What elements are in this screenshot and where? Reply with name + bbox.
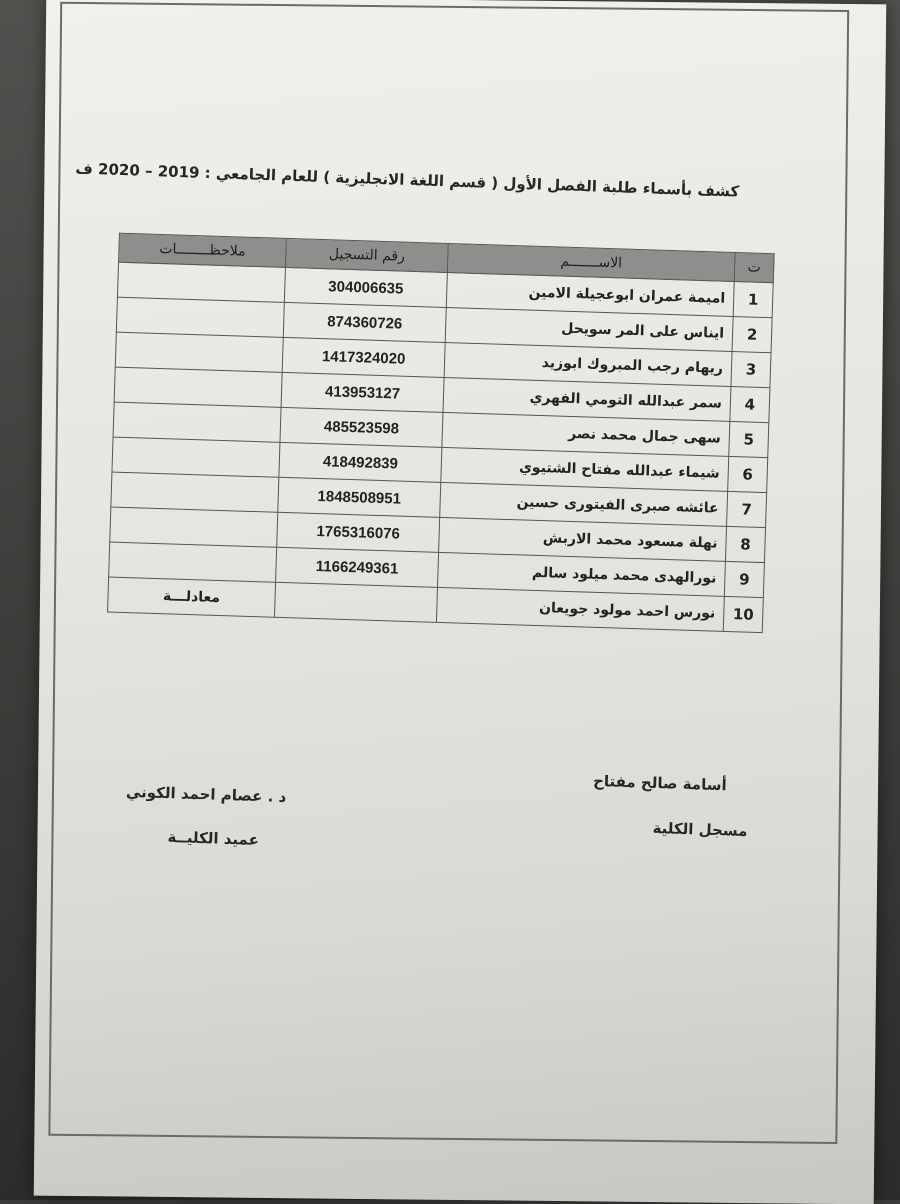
row-number: 5 [729, 421, 769, 457]
row-notes: معادلـــة [108, 577, 276, 617]
registration-number: 1166249361 [276, 547, 439, 587]
row-notes [109, 542, 277, 582]
row-number: 3 [731, 351, 771, 387]
header-registration: رقم التسجيل [285, 238, 448, 272]
row-notes [115, 332, 283, 372]
row-notes [116, 297, 284, 337]
row-notes [110, 507, 278, 547]
row-number: 2 [732, 317, 772, 353]
row-number: 7 [727, 491, 767, 527]
registration-number [274, 582, 437, 622]
row-number: 1 [733, 282, 773, 318]
registrar-name: أسامة صالح مفتاح [592, 771, 727, 795]
row-number: 9 [724, 561, 764, 597]
registration-number: 304006635 [284, 267, 447, 307]
row-notes [114, 367, 282, 407]
student-name: ريهام رجب المبروك ابوزيد [444, 342, 732, 386]
row-notes [113, 402, 281, 442]
student-name: سمر عبدالله التومي الفهري [443, 377, 731, 421]
registration-number: 1417324020 [282, 337, 445, 377]
registration-number: 1765316076 [277, 512, 440, 552]
registrar-title: مسجل الكلية [652, 818, 748, 841]
dean-name: د . عصام احمد الكوني [125, 782, 287, 807]
header-notes: ملاحظــــــــات [119, 233, 287, 267]
registration-number: 418492839 [279, 442, 442, 482]
row-notes [111, 472, 279, 512]
student-name: نهلة مسعود محمد الاربش [439, 517, 727, 561]
student-name: نورالهدى محمد ميلود سالم [437, 552, 725, 596]
students-table-wrapper [107, 233, 775, 633]
registration-number: 413953127 [281, 372, 444, 412]
document-title: كشف بأسماء طلبة الفصل الأول ( قسم اللغة الانجليزية ) للعام الجامعي : 2019 – 2020 ف [75, 159, 740, 201]
student-name: شيماء عبدالله مفتاح الشتيوي [441, 447, 729, 491]
row-number: 4 [730, 386, 770, 422]
students-table [107, 233, 775, 633]
student-name: اميمة عمران ابوعجيلة الامين [446, 273, 734, 317]
row-notes [112, 437, 280, 477]
student-name: ايناس على المر سويحل [445, 307, 733, 351]
dean-title: عميد الكليــة [167, 827, 260, 849]
row-number: 8 [725, 526, 765, 562]
student-name: سهى جمال محمد نصر [442, 412, 730, 456]
student-name: نورس احمد مولود جويعان [436, 587, 724, 631]
row-number: 10 [723, 596, 763, 632]
registration-number: 1848508951 [278, 477, 441, 517]
student-name: عائشه صبرى الفيتورى حسين [440, 482, 728, 526]
header-number: ت [734, 253, 774, 283]
header-name: الاســـــــم [447, 244, 735, 282]
row-notes [117, 262, 285, 302]
registration-number: 874360726 [283, 302, 446, 342]
document-page [34, 0, 887, 1204]
registration-number: 485523598 [280, 407, 443, 447]
row-number: 6 [728, 456, 768, 492]
